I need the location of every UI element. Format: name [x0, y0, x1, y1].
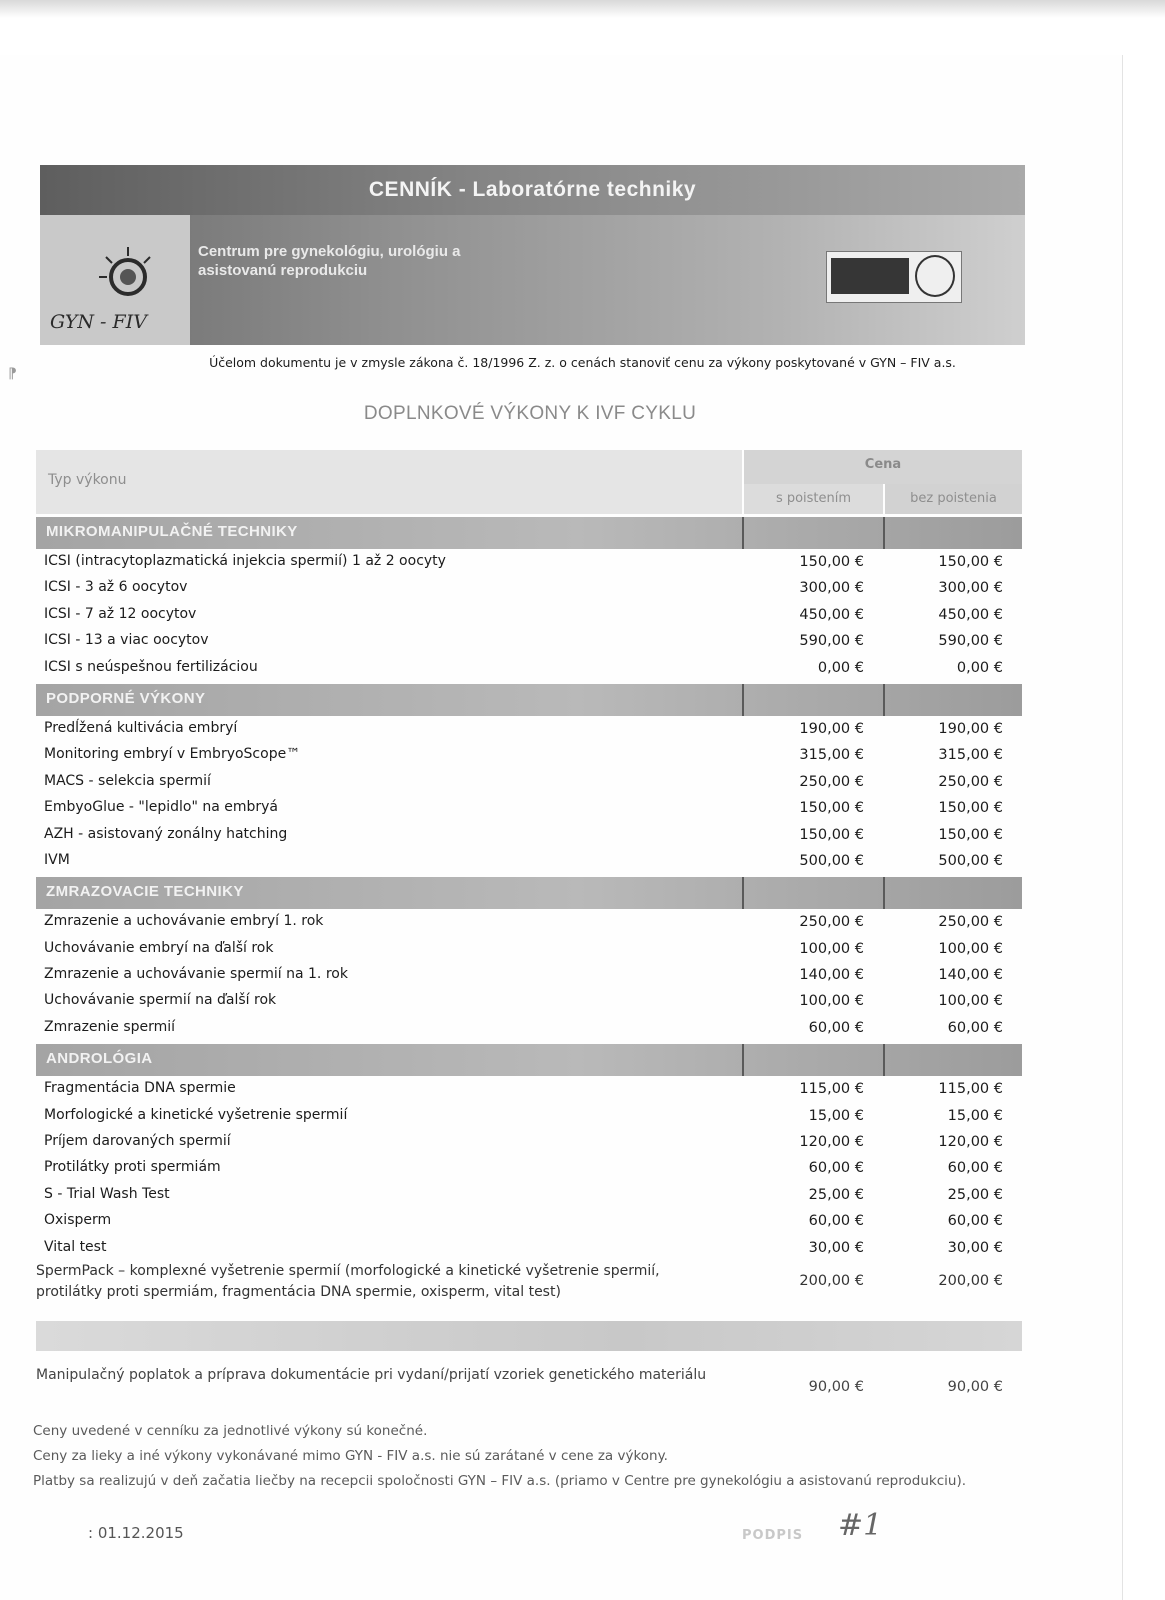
- category-bar: [36, 517, 1022, 549]
- category-bar: [36, 684, 1022, 716]
- price-insurance: 250,00 €: [799, 773, 864, 790]
- column-no-insurance: bez poistenia: [885, 484, 1022, 514]
- service-name: ICSI s neúspešnou fertilizáciou: [44, 658, 258, 675]
- service-name: Protilátky proti spermiám: [44, 1159, 221, 1176]
- price-insurance: 450,00 €: [799, 606, 864, 623]
- margin-mark: ⁋: [8, 366, 17, 382]
- service-name: ICSI - 3 až 6 oocytov: [44, 579, 188, 596]
- price-insurance: 590,00 €: [799, 633, 864, 650]
- price-no-insurance: 120,00 €: [938, 1134, 1003, 1151]
- footer-date: : 01.12.2015: [88, 1524, 184, 1542]
- table-row-multiline: [36, 1261, 1022, 1317]
- column-separator: [883, 517, 885, 549]
- column-type: [36, 450, 742, 514]
- service-name: Predĺžená kultivácia embryí: [44, 719, 238, 736]
- price-no-insurance: 450,00 €: [938, 606, 1003, 623]
- table-row: [36, 628, 1022, 654]
- bureau-veritas-logo: [831, 258, 909, 294]
- price-no-insurance: 100,00 €: [938, 940, 1003, 957]
- price-insurance: 300,00 €: [799, 580, 864, 597]
- price-no-insurance: 60,00 €: [947, 1213, 1003, 1230]
- price-insurance: 30,00 €: [808, 1239, 864, 1256]
- price-insurance: 0,00 €: [817, 659, 864, 676]
- column-separator: [883, 877, 885, 909]
- price-no-insurance: 150,00 €: [938, 826, 1003, 843]
- certification-badge: [826, 251, 962, 303]
- logo-text: GYN - FIV: [50, 311, 147, 333]
- signature-label: PODPIS: [742, 1528, 804, 1543]
- price-no-insurance: 60,00 €: [947, 1019, 1003, 1036]
- price-no-insurance: 190,00 €: [938, 720, 1003, 737]
- category-label: ANDROLÓGIA: [46, 1050, 153, 1068]
- service-name: Vital test: [44, 1238, 107, 1255]
- column-price: Cena: [744, 450, 1022, 484]
- column-separator: [742, 1044, 744, 1076]
- table-row: [36, 962, 1022, 988]
- column-type-label: Typ výkonu: [48, 472, 127, 488]
- table-header: [36, 450, 1022, 514]
- service-name: EmbyoGlue - "lepidlo" na embryá: [44, 799, 279, 816]
- service-name: AZH - asistovaný zonálny hatching: [44, 825, 288, 842]
- table-row: [36, 909, 1022, 935]
- note: Platby sa realizujú v deň začatia liečby na recepcii spoločnosti GYN – FIV a.s. (priamo v Centre pre gynekológiu a asistovanú reprodukciu).: [33, 1473, 966, 1489]
- table-row: [36, 936, 1022, 962]
- scan-edge: [0, 0, 1165, 18]
- table-row: [36, 1129, 1022, 1155]
- price-insurance: 250,00 €: [799, 914, 864, 931]
- sun-logo-icon: [98, 245, 158, 305]
- service-name: SpermPack – komplexné vyšetrenie spermií (morfologické a kinetické vyšetrenie spermií, protilátky proti spermiám, fragmentácia DNA spermie, oxisperm, vital test): [36, 1262, 660, 1300]
- price-insurance: 150,00 €: [799, 800, 864, 817]
- header-title-bar: [40, 165, 1025, 215]
- table-row: [36, 1182, 1022, 1208]
- fee-name: Manipulačný poplatok a príprava dokumentácie pri vydaní/prijatí vzoriek genetického materiálu: [36, 1366, 707, 1383]
- column-separator: [883, 1044, 885, 1076]
- column-insurance: s poistením: [744, 484, 883, 514]
- price-insurance: 100,00 €: [799, 993, 864, 1010]
- price-insurance: 60,00 €: [808, 1213, 864, 1230]
- service-name: Príjem darovaných spermií: [44, 1133, 231, 1150]
- table-row: [36, 822, 1022, 848]
- price-no-insurance: 300,00 €: [938, 580, 1003, 597]
- table-row: [36, 1015, 1022, 1041]
- handwritten-signature: #1: [838, 1508, 883, 1543]
- price-insurance: 120,00 €: [799, 1134, 864, 1151]
- price-no-insurance: 250,00 €: [938, 773, 1003, 790]
- table-row: [36, 549, 1022, 575]
- service-name: Zmrazenie a uchovávanie embryí 1. rok: [44, 913, 324, 930]
- price-no-insurance: 115,00 €: [938, 1081, 1003, 1098]
- service-name: ICSI - 13 a viac oocytov: [44, 632, 209, 649]
- price-no-insurance: 15,00 €: [947, 1107, 1003, 1124]
- logo: [40, 215, 190, 345]
- price-no-insurance: 140,00 €: [938, 967, 1003, 984]
- price-no-insurance: 150,00 €: [938, 800, 1003, 817]
- service-name: Oxisperm: [44, 1212, 112, 1229]
- note: Ceny za lieky a iné výkony vykonávané mimo GYN - FIV a.s. nie sú zarátané v cene za výkony.: [33, 1448, 668, 1464]
- service-name: Zmrazenie spermií: [44, 1018, 176, 1035]
- section-heading: DOPLNKOVÉ VÝKONY K IVF CYKLU: [363, 403, 697, 424]
- service-name: IVM: [44, 851, 70, 868]
- table-row: [36, 1208, 1022, 1234]
- category-label: MIKROMANIPULAČNÉ TECHNIKY: [46, 523, 298, 540]
- price-no-insurance: 500,00 €: [938, 852, 1003, 869]
- certification-seal-icon: [915, 255, 955, 297]
- service-name: Zmrazenie a uchovávanie spermií na 1. rok: [44, 966, 348, 983]
- price-no-insurance: 25,00 €: [947, 1186, 1003, 1203]
- service-name: ICSI - 7 až 12 oocytov: [44, 605, 197, 622]
- table-row: [36, 575, 1022, 601]
- note: Ceny uvedené v cenníku za jednotlivé výkony sú konečné.: [33, 1423, 428, 1439]
- table-row: [36, 655, 1022, 681]
- intro-text: Účelom dokumentu je v zmysle zákona č. 18/1996 Z. z. o cenách stanoviť cenu za výkony poskytované v GYN – FIV a.s.: [209, 355, 956, 370]
- price-no-insurance: 150,00 €: [938, 554, 1003, 570]
- table-row: [36, 742, 1022, 768]
- price-insurance: 315,00 €: [799, 747, 864, 764]
- service-name: Uchovávanie embryí na ďalší rok: [44, 939, 274, 956]
- price-insurance: 140,00 €: [799, 967, 864, 984]
- fee-price-insurance: 90,00 €: [808, 1378, 864, 1395]
- column-separator: [883, 684, 885, 716]
- table-row: [36, 848, 1022, 874]
- service-name: MACS - selekcia spermií: [44, 772, 211, 789]
- table-row: [36, 716, 1022, 742]
- table-row: [36, 602, 1022, 628]
- price-table: [36, 450, 1022, 1427]
- price-insurance: 60,00 €: [808, 1019, 864, 1036]
- price-no-insurance: 30,00 €: [947, 1239, 1003, 1256]
- price-insurance: 60,00 €: [808, 1160, 864, 1177]
- table-body: [36, 517, 1022, 1317]
- service-name: Morfologické a kinetické vyšetrenie spermií: [44, 1106, 348, 1123]
- price-insurance: 190,00 €: [799, 720, 864, 737]
- document-header: [40, 165, 1025, 345]
- price-insurance: 150,00 €: [799, 554, 864, 570]
- price-no-insurance: 315,00 €: [938, 747, 1003, 764]
- column-separator: [742, 517, 744, 549]
- price-insurance: 150,00 €: [799, 826, 864, 843]
- table-row: [36, 1235, 1022, 1261]
- table-row: [36, 988, 1022, 1014]
- category-bar: [36, 1044, 1022, 1076]
- price-no-insurance: 60,00 €: [947, 1160, 1003, 1177]
- service-name: ICSI (intracytoplazmatická injekcia spermií) 1 až 2 oocyty: [44, 553, 446, 569]
- center-name: Centrum pre gynekológiu, urológiu a asistovanú reprodukciu: [198, 243, 461, 279]
- price-insurance: 100,00 €: [799, 940, 864, 957]
- table-row: [36, 769, 1022, 795]
- price-insurance: 115,00 €: [799, 1081, 864, 1098]
- table-row: [36, 1155, 1022, 1181]
- table-row: [36, 1103, 1022, 1129]
- price-no-insurance: 590,00 €: [938, 633, 1003, 650]
- price-insurance: 500,00 €: [799, 852, 864, 869]
- table-row: [36, 1076, 1022, 1102]
- column-separator: [742, 684, 744, 716]
- table-row: [36, 795, 1022, 821]
- category-label: ZMRAZOVACIE TECHNIKY: [46, 883, 244, 901]
- service-name: Uchovávanie spermií na ďalší rok: [44, 992, 277, 1009]
- category-bar: [36, 877, 1022, 909]
- fee-price-no-insurance: 90,00 €: [947, 1378, 1003, 1395]
- price-insurance: 200,00 €: [799, 1272, 864, 1289]
- price-no-insurance: 0,00 €: [956, 659, 1003, 676]
- column-separator: [742, 877, 744, 909]
- document-title: CENNÍK - Laboratórne techniky: [368, 178, 697, 201]
- service-name: Fragmentácia DNA spermie: [44, 1080, 236, 1097]
- service-name: Monitoring embryí v EmbryoScope™: [44, 746, 301, 763]
- notes: [33, 1422, 973, 1497]
- price-no-insurance: 100,00 €: [938, 993, 1003, 1010]
- service-name: S - Trial Wash Test: [44, 1185, 170, 1202]
- price-no-insurance: 250,00 €: [938, 914, 1003, 931]
- price-no-insurance: 200,00 €: [938, 1272, 1003, 1289]
- fee-row: [36, 1365, 1022, 1427]
- separator-bar: [36, 1321, 1022, 1351]
- price-insurance: 25,00 €: [808, 1186, 864, 1203]
- price-insurance: 15,00 €: [808, 1107, 864, 1124]
- category-label: PODPORNÉ VÝKONY: [46, 689, 206, 707]
